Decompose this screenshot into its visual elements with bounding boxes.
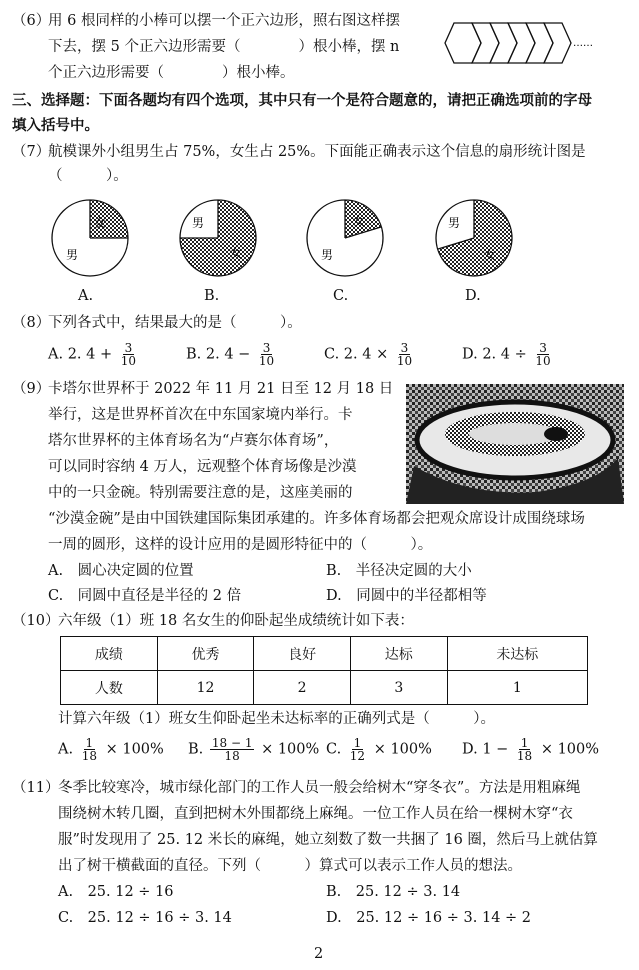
- pie-c-option: C.: [333, 288, 349, 304]
- q8-b-num: 3: [262, 341, 271, 355]
- pie-b-girl-label: 女: [230, 246, 243, 260]
- q8-a-expr: 2. 4 +: [67, 346, 113, 363]
- q8-option-a: [48, 342, 140, 367]
- table-cell: 2: [254, 671, 351, 705]
- q9-line1: 卡塔尔世界杯于 2022 年 11 月 21 日至 12 月 18 日: [48, 381, 394, 397]
- pie-d-girl-label: 女: [484, 248, 497, 262]
- q6-line1: 用 6 根同样的小棒可以摆一个正六边形，照右图这样摆: [48, 13, 400, 29]
- q8-c-den: 10: [396, 354, 413, 368]
- pie-chart-a: [44, 197, 136, 279]
- table-cell: 良好: [254, 637, 351, 671]
- q10-d-num: 1: [520, 736, 529, 750]
- q6-number: （6）: [12, 13, 51, 29]
- q8-b-expr: 2. 4 −: [205, 346, 251, 363]
- pie-chart-b: [172, 197, 264, 279]
- q7-number: （7）: [12, 144, 51, 160]
- q10-b-post: × 100%: [261, 741, 320, 758]
- q8-option-b: [186, 342, 278, 367]
- q8-d-letter: D.: [462, 346, 478, 363]
- pie-a-option: A.: [78, 288, 94, 304]
- q8-a-letter: A.: [48, 346, 64, 363]
- pie-chart-c: [299, 197, 391, 279]
- q9-line4: 可以同时容纳 4 万人，远观整个体育场像是沙漠: [48, 459, 357, 475]
- q10-b-letter: B.: [188, 741, 204, 758]
- table-cell: 未达标: [447, 637, 587, 671]
- table-header-row: [61, 637, 588, 671]
- pie-b-option: B.: [204, 288, 220, 304]
- q10-d-pre: 1 −: [482, 741, 509, 758]
- page-number: 2: [314, 946, 324, 962]
- pie-c-girl-label: 女: [353, 214, 366, 228]
- q8-c-letter: C.: [324, 346, 340, 363]
- q10-d-post: × 100%: [540, 741, 600, 758]
- q10-c-fraction: [348, 737, 367, 762]
- pie-d-option: D.: [465, 288, 481, 304]
- q11-line3: 服”时发现用了 25. 12 米长的麻绳，她立刻数了数一共捆了 16 圈，然后马上就估算: [58, 832, 598, 848]
- q8-b-fraction: [257, 342, 276, 367]
- q8-d-expr: 2. 4 ÷: [482, 346, 527, 363]
- pie-b-boy-label: 男: [192, 216, 205, 230]
- q10-c-num: 1: [353, 736, 362, 750]
- pie-a-boy-label: 男: [66, 248, 79, 262]
- q9-option-d: D. 同圆中的半径都相等: [326, 588, 487, 604]
- q10-a-den: 18: [81, 749, 97, 763]
- q9-option-a: A. 圆心决定圆的位置: [48, 563, 194, 579]
- table-cell: 优秀: [157, 637, 254, 671]
- q9-line7: 一周的圆形，这样的设计应用的是圆形特征中的（ ）。: [48, 537, 433, 553]
- section3-title-line1: 三、选择题：下面各题均有四个选项，其中只有一个是符合题意的，请把正确选项前的字母: [12, 92, 592, 109]
- q10-c-letter: C.: [326, 741, 342, 758]
- q10-option-c: [326, 737, 432, 762]
- q8-b-den: 10: [258, 354, 275, 368]
- q8-d-num: 3: [539, 341, 547, 355]
- q11-number: （11）: [12, 780, 60, 796]
- q8-a-fraction: [119, 342, 138, 367]
- q11-option-c: C. 25. 12 ÷ 16 ÷ 3. 14: [58, 910, 232, 926]
- table-cell: 成绩: [61, 637, 158, 671]
- q10-d-den: 18: [516, 749, 533, 763]
- pie-chart-d: [428, 197, 520, 279]
- pie-a-girl-label: 女: [94, 216, 107, 230]
- q9-option-b: B. 半径决定圆的大小: [326, 563, 472, 579]
- q8-c-fraction: [395, 342, 414, 367]
- table-cell: 人数: [61, 671, 158, 705]
- q10-c-den: 12: [349, 749, 366, 763]
- q10-b-fraction: [210, 737, 255, 762]
- q8-option-d: [462, 342, 555, 367]
- q9-line3: 塔尔世界杯的主体育场名为“卢赛尔体育场”，: [48, 433, 339, 449]
- q10-a-post: × 100%: [105, 741, 164, 758]
- q11-line2: 围绕树木转几圈，直到把树木外围都绕上麻绳。一位工作人员在给一棵树木穿“衣: [58, 806, 573, 822]
- hexagon-ellipsis: ……: [573, 38, 593, 49]
- q8-a-den: 10: [120, 354, 137, 368]
- q10-c-post: × 100%: [373, 741, 432, 758]
- table-cell: 3: [350, 671, 447, 705]
- q10-d-fraction: [515, 737, 534, 762]
- q6-line3: 个正六边形需要（ ）根小棒。: [48, 65, 295, 81]
- q8-d-den: 10: [535, 354, 551, 368]
- q9-line6: “沙漠金碗”是由中国铁建国际集团承建的。许多体育场都会把观众席设计成围绕球场: [48, 511, 585, 527]
- q10-d-letter: D.: [462, 741, 478, 758]
- q10-option-d: [462, 737, 599, 762]
- q8-stem: 下列各式中，结果最大的是（ ）。: [48, 315, 302, 331]
- q7-line2: （ ）。: [48, 168, 128, 184]
- q10-stem: 六年级（1）班 18 名女生的仰卧起坐成绩统计如下表：: [58, 613, 414, 629]
- q11-option-a: A. 25. 12 ÷ 16: [58, 884, 174, 900]
- q10-question: 计算六年级（1）班女生仰卧起坐未达标率的正确列式是（ ）。: [58, 711, 495, 727]
- table-row: [61, 671, 588, 705]
- q10-number: （10）: [12, 613, 60, 629]
- q10-b-num: 18 − 1: [211, 736, 253, 750]
- q8-c-expr: 2. 4 ×: [343, 346, 389, 363]
- pie-c-boy-label: 男: [321, 248, 334, 262]
- hexagon-chain-figure: [442, 20, 612, 66]
- q8-number: （8）: [12, 315, 51, 331]
- q10-a-letter: A.: [58, 741, 74, 758]
- q10-a-fraction: [80, 737, 99, 762]
- q8-a-num: 3: [124, 341, 133, 355]
- table-cell: 1: [447, 671, 587, 705]
- q8-option-c: [324, 342, 416, 367]
- q10-option-b: [188, 737, 319, 762]
- q9-option-c: C. 同圆中直径是半径的 2 倍: [48, 588, 242, 604]
- q9-line2: 举行，这是世界杯首次在中东国家境内举行。卡: [48, 407, 353, 423]
- q8-c-num: 3: [400, 341, 409, 355]
- q8-d-fraction: [533, 342, 552, 367]
- q7-line1: 航模课外小组男生占 75%，女生占 25%。下面能正确表示这个信息的扇形统计图是: [48, 144, 586, 160]
- stadium-photo: [406, 384, 624, 504]
- q11-line4: 出了树干横截面的直径。下列（ ）算式可以表示工作人员的想法。: [58, 858, 522, 874]
- q10-b-den: 18: [224, 749, 240, 763]
- q10-a-num: 1: [85, 736, 94, 750]
- q9-number: （9）: [12, 381, 51, 397]
- table-cell: 达标: [350, 637, 447, 671]
- q9-line5: 中的一只金碗。特别需要注意的是，这座美丽的: [48, 485, 353, 501]
- pie-d-boy-label: 男: [448, 216, 461, 230]
- q10-option-a: [58, 737, 164, 762]
- q11-option-d: D. 25. 12 ÷ 16 ÷ 3. 14 ÷ 2: [326, 910, 532, 926]
- q8-b-letter: B.: [186, 346, 202, 363]
- q11-line1: 冬季比较寒冷，城市绿化部门的工作人员一般会给树木“穿冬衣”。方法是用粗麻绳: [58, 780, 581, 796]
- q11-option-b: B. 25. 12 ÷ 3. 14: [326, 884, 461, 900]
- table-cell: 12: [157, 671, 254, 705]
- section3-title-line2: 填入括号中。: [12, 117, 99, 134]
- score-table: [60, 636, 588, 705]
- q6-line2: 下去，摆 5 个正六边形需要（ ）根小棒，摆 n: [48, 39, 400, 55]
